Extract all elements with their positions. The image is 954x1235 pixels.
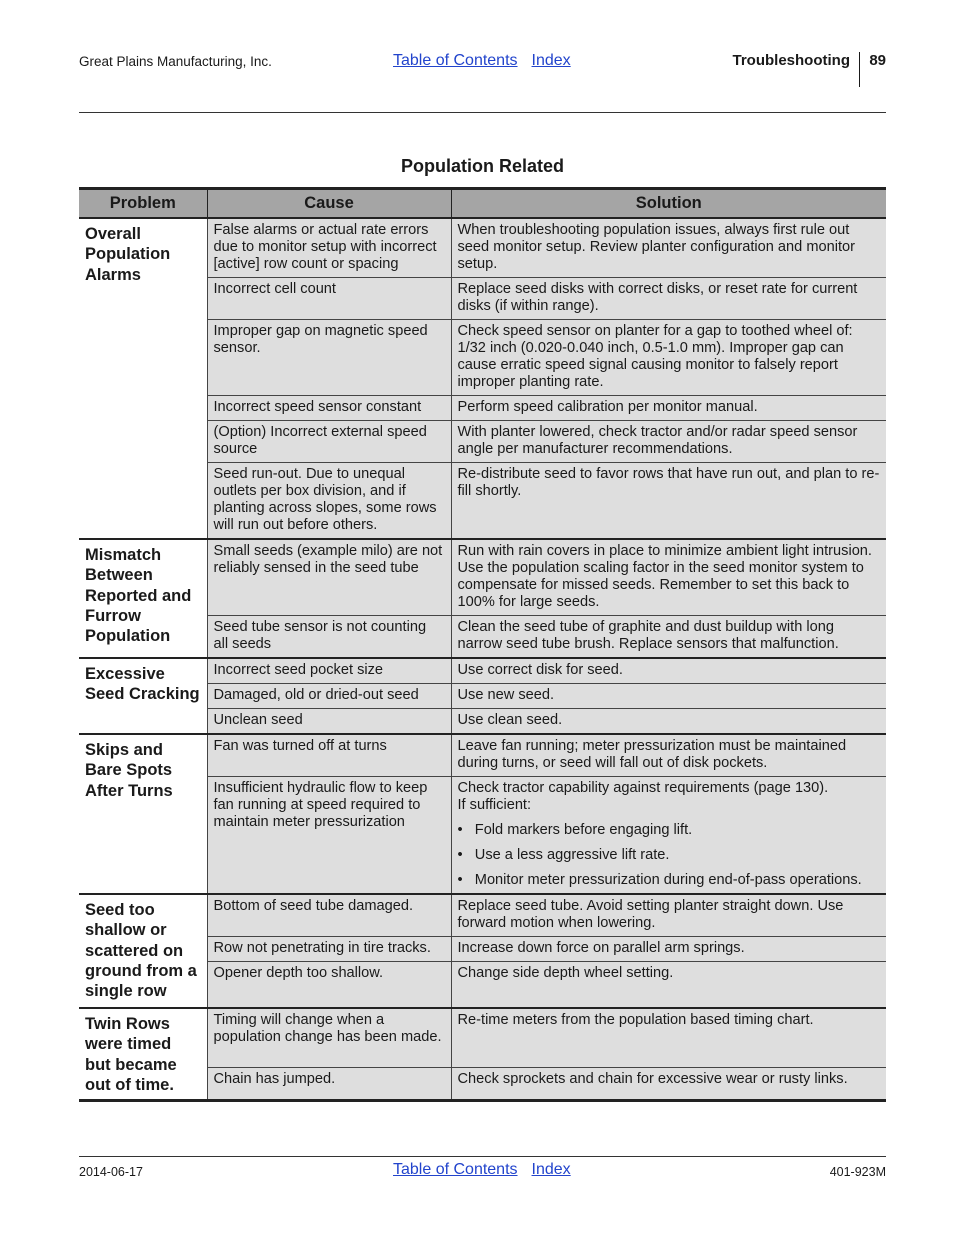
problem-cell: Skips and Bare Spots After Turns [79,734,207,894]
solution-cell: Run with rain covers in place to minimize ambient light intrusion. Use the population scaling factor in the seed monitor system to compensate for missed seeds. Remember to set this back to 100% for large seeds. [451,539,886,616]
footer-date: 2014-06-17 [79,1165,143,1179]
table-row [79,1008,886,1068]
solution-cell: Change side depth wheel setting. [451,962,886,1009]
cause-cell: False alarms or actual rate errors due to monitor setup with incorrect [active] row count or spacing [207,218,451,278]
solution-line: Check tractor capability against requirements (page 130). [457,780,829,796]
cause-cell: Timing will change when a population change has been made. [207,1008,451,1068]
table-row [79,218,886,278]
bullet-item: • Fold markers before engaging lift. [457,822,693,838]
troubleshooting-table [79,187,886,1102]
cause-cell: Incorrect seed pocket size [207,658,451,684]
table-header-row [79,189,886,219]
problem-cell: Overall Population Alarms [79,218,207,539]
solution-cell: Use clean seed. [451,709,886,735]
solution-cell [451,777,886,895]
cause-cell: Incorrect cell count [207,278,451,320]
cause-cell: Damaged, old or dried-out seed [207,684,451,709]
bullet-text: Monitor meter pressurization during end-of-pass operations. [474,872,862,888]
bullet-text: Use a less aggressive lift rate. [474,847,670,863]
solution-cell: With planter lowered, check tractor and/or radar speed sensor angle per manufacturer recommendations. [451,421,886,463]
page-number: 89 [869,52,886,69]
solution-cell: When troubleshooting population issues, always first rule out seed monitor setup. Review planter configuration and monitor setup. [451,218,886,278]
problem-cell: Seed too shallow or scattered on ground from a single row [79,894,207,1008]
table-row [79,894,886,937]
problem-cell: Excessive Seed Cracking [79,658,207,734]
cause-cell: Bottom of seed tube damaged. [207,894,451,937]
cause-cell: Seed tube sensor is not counting all seeds [207,616,451,659]
footer-toc-link[interactable]: Table of Contents [393,1161,518,1178]
cause-cell: Fan was turned off at turns [207,734,451,777]
company-name: Great Plains Manufacturing, Inc. [79,54,272,69]
solution-cell: Use correct disk for seed. [451,658,886,684]
solution-cell: Increase down force on parallel arm springs. [451,937,886,962]
solution-cell: Re-distribute seed to favor rows that have run out, and plan to re-fill shortly. [451,463,886,540]
bullet-text: Fold markers before engaging lift. [474,822,693,838]
cause-cell: Insufficient hydraulic flow to keep fan running at speed required to maintain meter pressurization [207,777,451,895]
cause-cell: (Option) Incorrect external speed source [207,421,451,463]
solution-cell: Re-time meters from the population based timing chart. [451,1008,886,1068]
solution-cell: Leave fan running; meter pressurization must be maintained during turns, or seed will fall out of disk pockets. [451,734,886,777]
header-divider [859,52,860,87]
header-toc-link[interactable]: Table of Contents [393,52,518,69]
solution-cell: Perform speed calibration per monitor manual. [451,396,886,421]
page-header [79,52,886,88]
header-index-link[interactable]: Index [531,52,571,69]
table-row [79,734,886,777]
footer-rule [79,1156,886,1157]
problem-cell: Twin Rows were timed but became out of time. [79,1008,207,1101]
header-links [393,52,585,70]
solution-cell: Clean the seed tube of graphite and dust buildup with long narrow seed tube brush. Replace sensors that malfunction. [451,616,886,659]
solution-cell: Check sprockets and chain for excessive wear or rusty links. [451,1068,886,1101]
cause-cell: Row not penetrating in tire tracks. [207,937,451,962]
cause-cell: Small seeds (example milo) are not reliably sensed in the seed tube [207,539,451,616]
footer-doc-id: 401-923M [829,1165,886,1179]
header-rule [79,112,886,113]
solution-cell: Replace seed tube. Avoid setting planter straight down. Use forward motion when lowering. [451,894,886,937]
column-header-cause: Cause [207,189,451,219]
solution-line: If sufficient: [457,797,532,813]
column-header-solution: Solution [451,189,886,219]
table-row [79,539,886,616]
solution-cell: Replace seed disks with correct disks, or reset rate for current disks (if within range). [451,278,886,320]
footer-links [393,1161,585,1179]
problem-cell: Mismatch Between Reported and Furrow Population [79,539,207,658]
column-header-problem: Problem [79,189,207,219]
solution-cell: Use new seed. [451,684,886,709]
page-title: Population Related [400,156,564,176]
bullet-item: • Monitor meter pressurization during end-of-pass operations. [457,872,862,888]
cause-cell: Incorrect speed sensor constant [207,396,451,421]
solution-cell: Check speed sensor on planter for a gap to toothed wheel of: 1/32 inch (0.020-0.040 inch, 0.5-1.0 mm). Improper gap can cause erratic speed signal causing monitor to falsely report improper planting rate. [451,320,886,396]
table-row [79,658,886,684]
footer-index-link[interactable]: Index [531,1161,571,1178]
section-name: Troubleshooting [732,52,850,69]
cause-cell: Seed run-out. Due to unequal outlets per box division, and if planting across slopes, some rows will run out before others. [207,463,451,540]
bullet-item: • Use a less aggressive lift rate. [457,847,670,863]
cause-cell: Improper gap on magnetic speed sensor. [207,320,451,396]
cause-cell: Opener depth too shallow. [207,962,451,1009]
cause-cell: Chain has jumped. [207,1068,451,1101]
cause-cell: Unclean seed [207,709,451,735]
